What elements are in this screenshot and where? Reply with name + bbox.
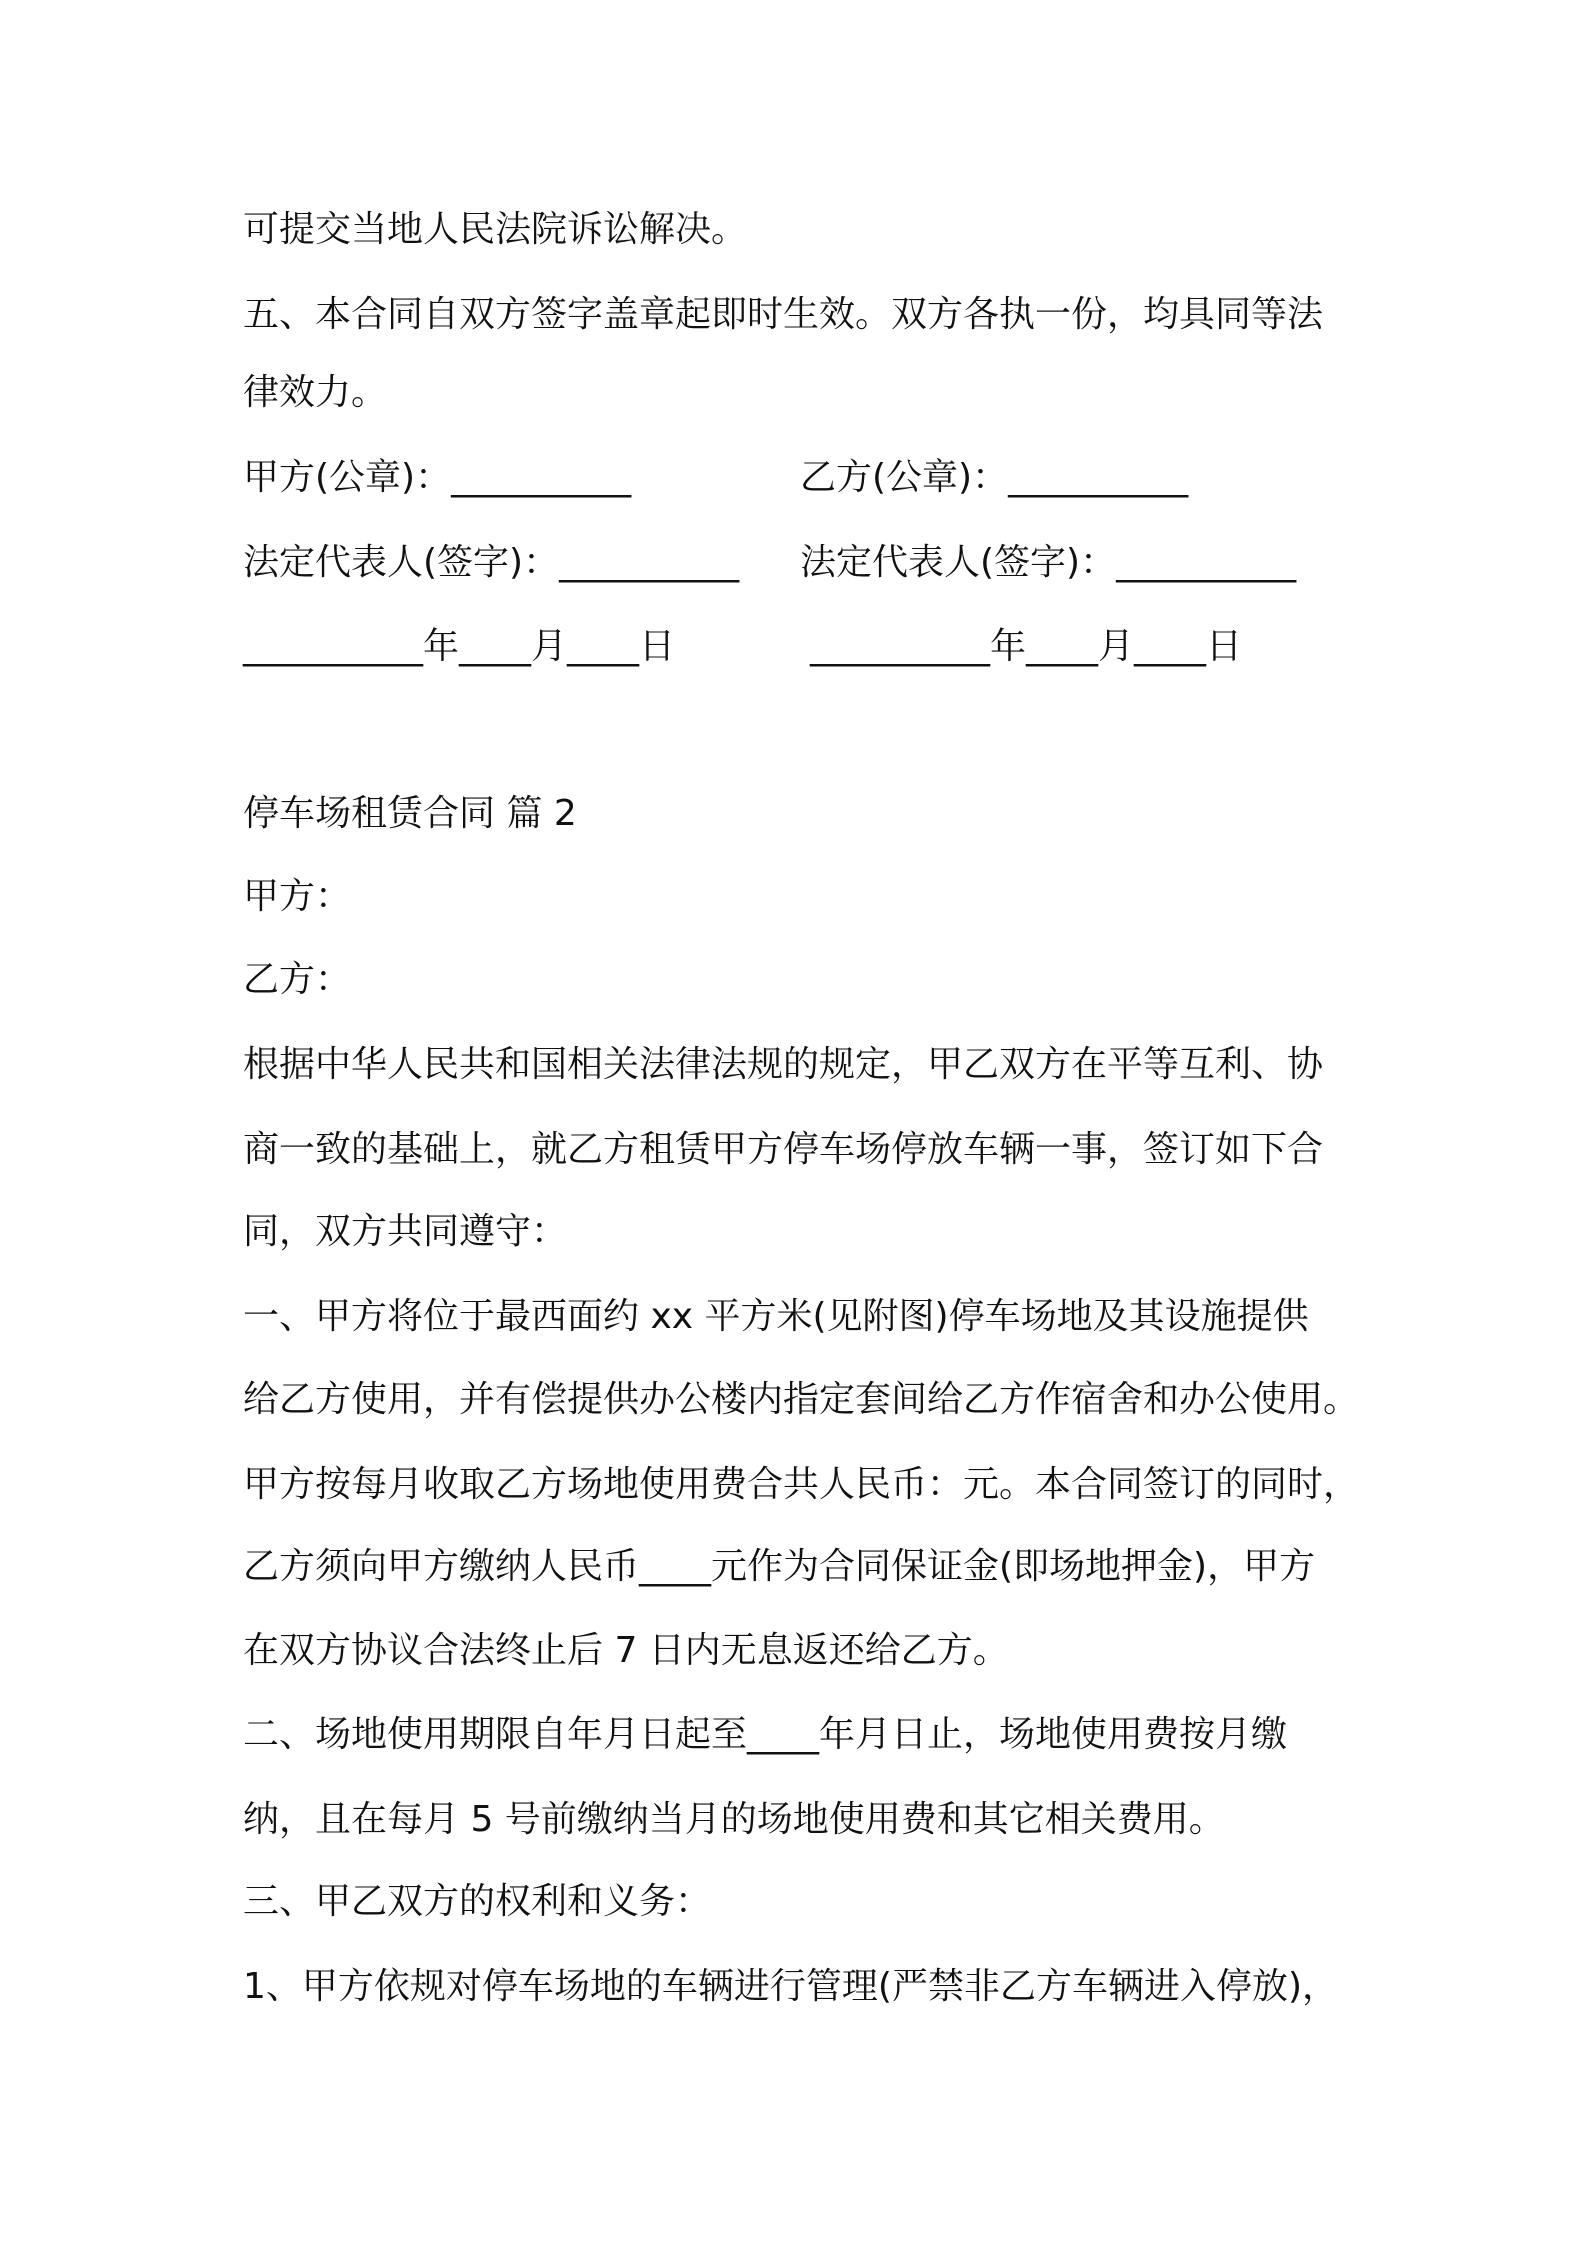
party-a-date-field: __________年____月____日 bbox=[243, 626, 675, 667]
party-a-seal-field: 甲方(公章)：__________ bbox=[243, 457, 632, 498]
signature-seal-row bbox=[243, 454, 1343, 502]
paragraph-line: 五、本合同自双方签字盖章起即时生效。双方各执一份，均具同等法 bbox=[243, 294, 1324, 335]
paragraph-line: 律效力。 bbox=[243, 372, 388, 413]
paragraph-line: 1、甲方依规对停车场地的车辆进行管理(严禁非乙方车辆进入停放)， bbox=[243, 1966, 1338, 2007]
paragraph-line: 一、甲方将位于最西面约 xx 平方米(见附图)停车场地及其设施提供 bbox=[243, 1296, 1309, 1337]
paragraph-line: 纳，且在每月 5 号前缴纳当月的场地使用费和其它相关费用。 bbox=[243, 1799, 1225, 1840]
paragraph-line: 甲方按每月收取乙方场地使用费合共人民币：元。本合同签订的同时， bbox=[243, 1464, 1360, 1505]
paragraph-line: 三、甲乙双方的权利和义务： bbox=[243, 1881, 712, 1922]
paragraph-line: 在双方协议合法终止后 7 日内无息返还给乙方。 bbox=[243, 1630, 1009, 1671]
party-b-representative-field: 法定代表人(签字)：__________ bbox=[800, 542, 1297, 583]
paragraph-line: 可提交当地人民法院诉讼解决。 bbox=[243, 209, 748, 250]
party-a-representative-field: 法定代表人(签字)：__________ bbox=[243, 542, 740, 583]
signature-date-row bbox=[243, 623, 1343, 671]
section-title: 停车场租赁合同 篇 2 bbox=[243, 793, 577, 834]
party-b-label: 乙方： bbox=[243, 959, 352, 1000]
party-b-seal-field: 乙方(公章)：__________ bbox=[800, 457, 1189, 498]
paragraph-line: 给乙方使用，并有偿提供办公楼内指定套间给乙方作宿舍和办公使用。 bbox=[243, 1379, 1360, 1420]
paragraph-line: 根据中华人民共和国相关法律法规的规定，甲乙双方在平等互利、协 bbox=[243, 1044, 1324, 1085]
party-a-label: 甲方： bbox=[243, 876, 352, 917]
paragraph-line: 二、场地使用期限自年月日起至____年月日止，场地使用费按月缴 bbox=[243, 1714, 1288, 1755]
paragraph-line: 同，双方共同遵守： bbox=[243, 1211, 568, 1252]
paragraph-line: 乙方须向甲方缴纳人民币____元作为合同保证金(即场地押金)，甲方 bbox=[243, 1546, 1316, 1587]
signature-representative-row bbox=[243, 539, 1343, 587]
party-b-date-field: __________年____月____日 bbox=[810, 626, 1242, 667]
paragraph-line: 商一致的基础上，就乙方租赁甲方停车场停放车辆一事，签订如下合 bbox=[243, 1129, 1324, 1170]
